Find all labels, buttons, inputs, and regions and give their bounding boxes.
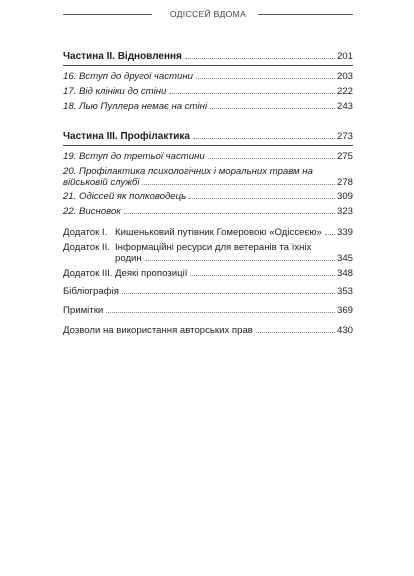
toc-appendix-3-page: 348 (336, 268, 353, 279)
running-head-title: ОДІССЕЙ ВДОМА (169, 9, 247, 19)
toc-bibliography-page: 353 (336, 286, 353, 297)
leader-dots (210, 108, 335, 109)
toc-appendix-1-prefix: Додаток I. (63, 227, 108, 238)
toc-chapter-18-label: 18. Лью Пуллера немає на стіні (63, 101, 208, 112)
toc-part-2-page: 201 (336, 51, 353, 62)
leader-dots (142, 184, 335, 185)
toc-appendix-3-prefix: Додаток III. (63, 268, 113, 279)
toc-chapter-20-label-line1: 20. Профілактика психологічних і моральних травм на (63, 166, 313, 177)
toc-chapter-18-page: 243 (336, 101, 353, 112)
toc-permissions-page: 430 (336, 325, 353, 336)
toc-appendix-2-title-line1: Інформаційні ресурси для ветеранів та їхніх (115, 242, 312, 253)
leader-dots (145, 260, 335, 261)
toc-chapter-20-label-line2: військовій службі (63, 177, 140, 188)
toc-appendix-1-title: Кишеньковий путівник Гомеровою «Одіссеєю» (115, 227, 322, 238)
toc-part-2-label: Частина II. Відновлення (63, 51, 182, 62)
toc-part-3-label: Частина III. Профілактика (63, 131, 190, 142)
toc-chapter-16-page: 203 (336, 71, 353, 82)
toc-appendix-2 (63, 242, 353, 264)
toc-appendix-2-page: 345 (336, 253, 353, 264)
leader-dots (185, 58, 335, 59)
toc-notes-label: Примітки (63, 305, 104, 316)
leader-dots (256, 332, 335, 333)
toc-chapter-21-page: 309 (336, 191, 353, 202)
toc-chapter-17 (63, 86, 353, 97)
leader-dots (169, 93, 335, 94)
toc-chapter-20-page: 278 (336, 177, 353, 188)
leader-dots (325, 234, 335, 235)
toc-chapter-16-label: 16. Вступ до другої частини (63, 71, 193, 82)
toc-bibliography (63, 286, 353, 297)
toc-notes-page: 369 (336, 305, 353, 316)
leader-dots (196, 78, 335, 79)
header-rule-right (258, 14, 353, 15)
toc-permissions-label: Дозволи на використання авторських прав (63, 325, 253, 336)
leader-dots (208, 158, 335, 159)
part-2-rule (63, 65, 353, 66)
leader-dots (189, 198, 335, 199)
toc-appendix-3-title: Деякі пропозиції (115, 268, 188, 279)
toc-part-3 (63, 131, 353, 142)
part-3-rule (63, 145, 353, 146)
toc-chapter-22 (63, 206, 353, 217)
toc-chapter-22-label: 22. Висновок (63, 206, 121, 217)
toc-chapter-17-page: 222 (336, 86, 353, 97)
leader-dots (193, 138, 335, 139)
toc-appendix-2-title-line2: родин (115, 253, 142, 264)
toc-part-2 (63, 51, 353, 62)
toc-notes (63, 305, 353, 316)
leader-dots (190, 275, 335, 276)
toc-part-3-page: 273 (336, 131, 353, 142)
toc-appendix-2-prefix: Додаток II. (63, 242, 110, 253)
toc-appendix-3 (63, 268, 353, 279)
toc-chapter-16 (63, 71, 353, 82)
toc-chapter-19-page: 275 (336, 151, 353, 162)
toc-permissions (63, 325, 353, 336)
running-head (63, 7, 353, 21)
toc-chapter-21-label: 21. Одіссей як полководець (63, 191, 187, 202)
toc-chapter-17-label: 17. Від клініки до стіни (63, 86, 167, 97)
toc-appendix-1 (63, 227, 353, 238)
toc-chapter-21 (63, 191, 353, 202)
toc-chapter-20 (63, 166, 353, 188)
toc-bibliography-label: Бібліографія (63, 286, 119, 297)
leader-dots (124, 213, 335, 214)
toc-chapter-22-page: 323 (336, 206, 353, 217)
leader-dots (106, 312, 335, 313)
toc-chapter-18 (63, 101, 353, 112)
toc-chapter-19 (63, 151, 353, 162)
leader-dots (122, 293, 335, 294)
toc-appendix-1-page: 339 (336, 227, 353, 238)
toc-chapter-19-label: 19. Вступ до третьої частини (63, 151, 205, 162)
